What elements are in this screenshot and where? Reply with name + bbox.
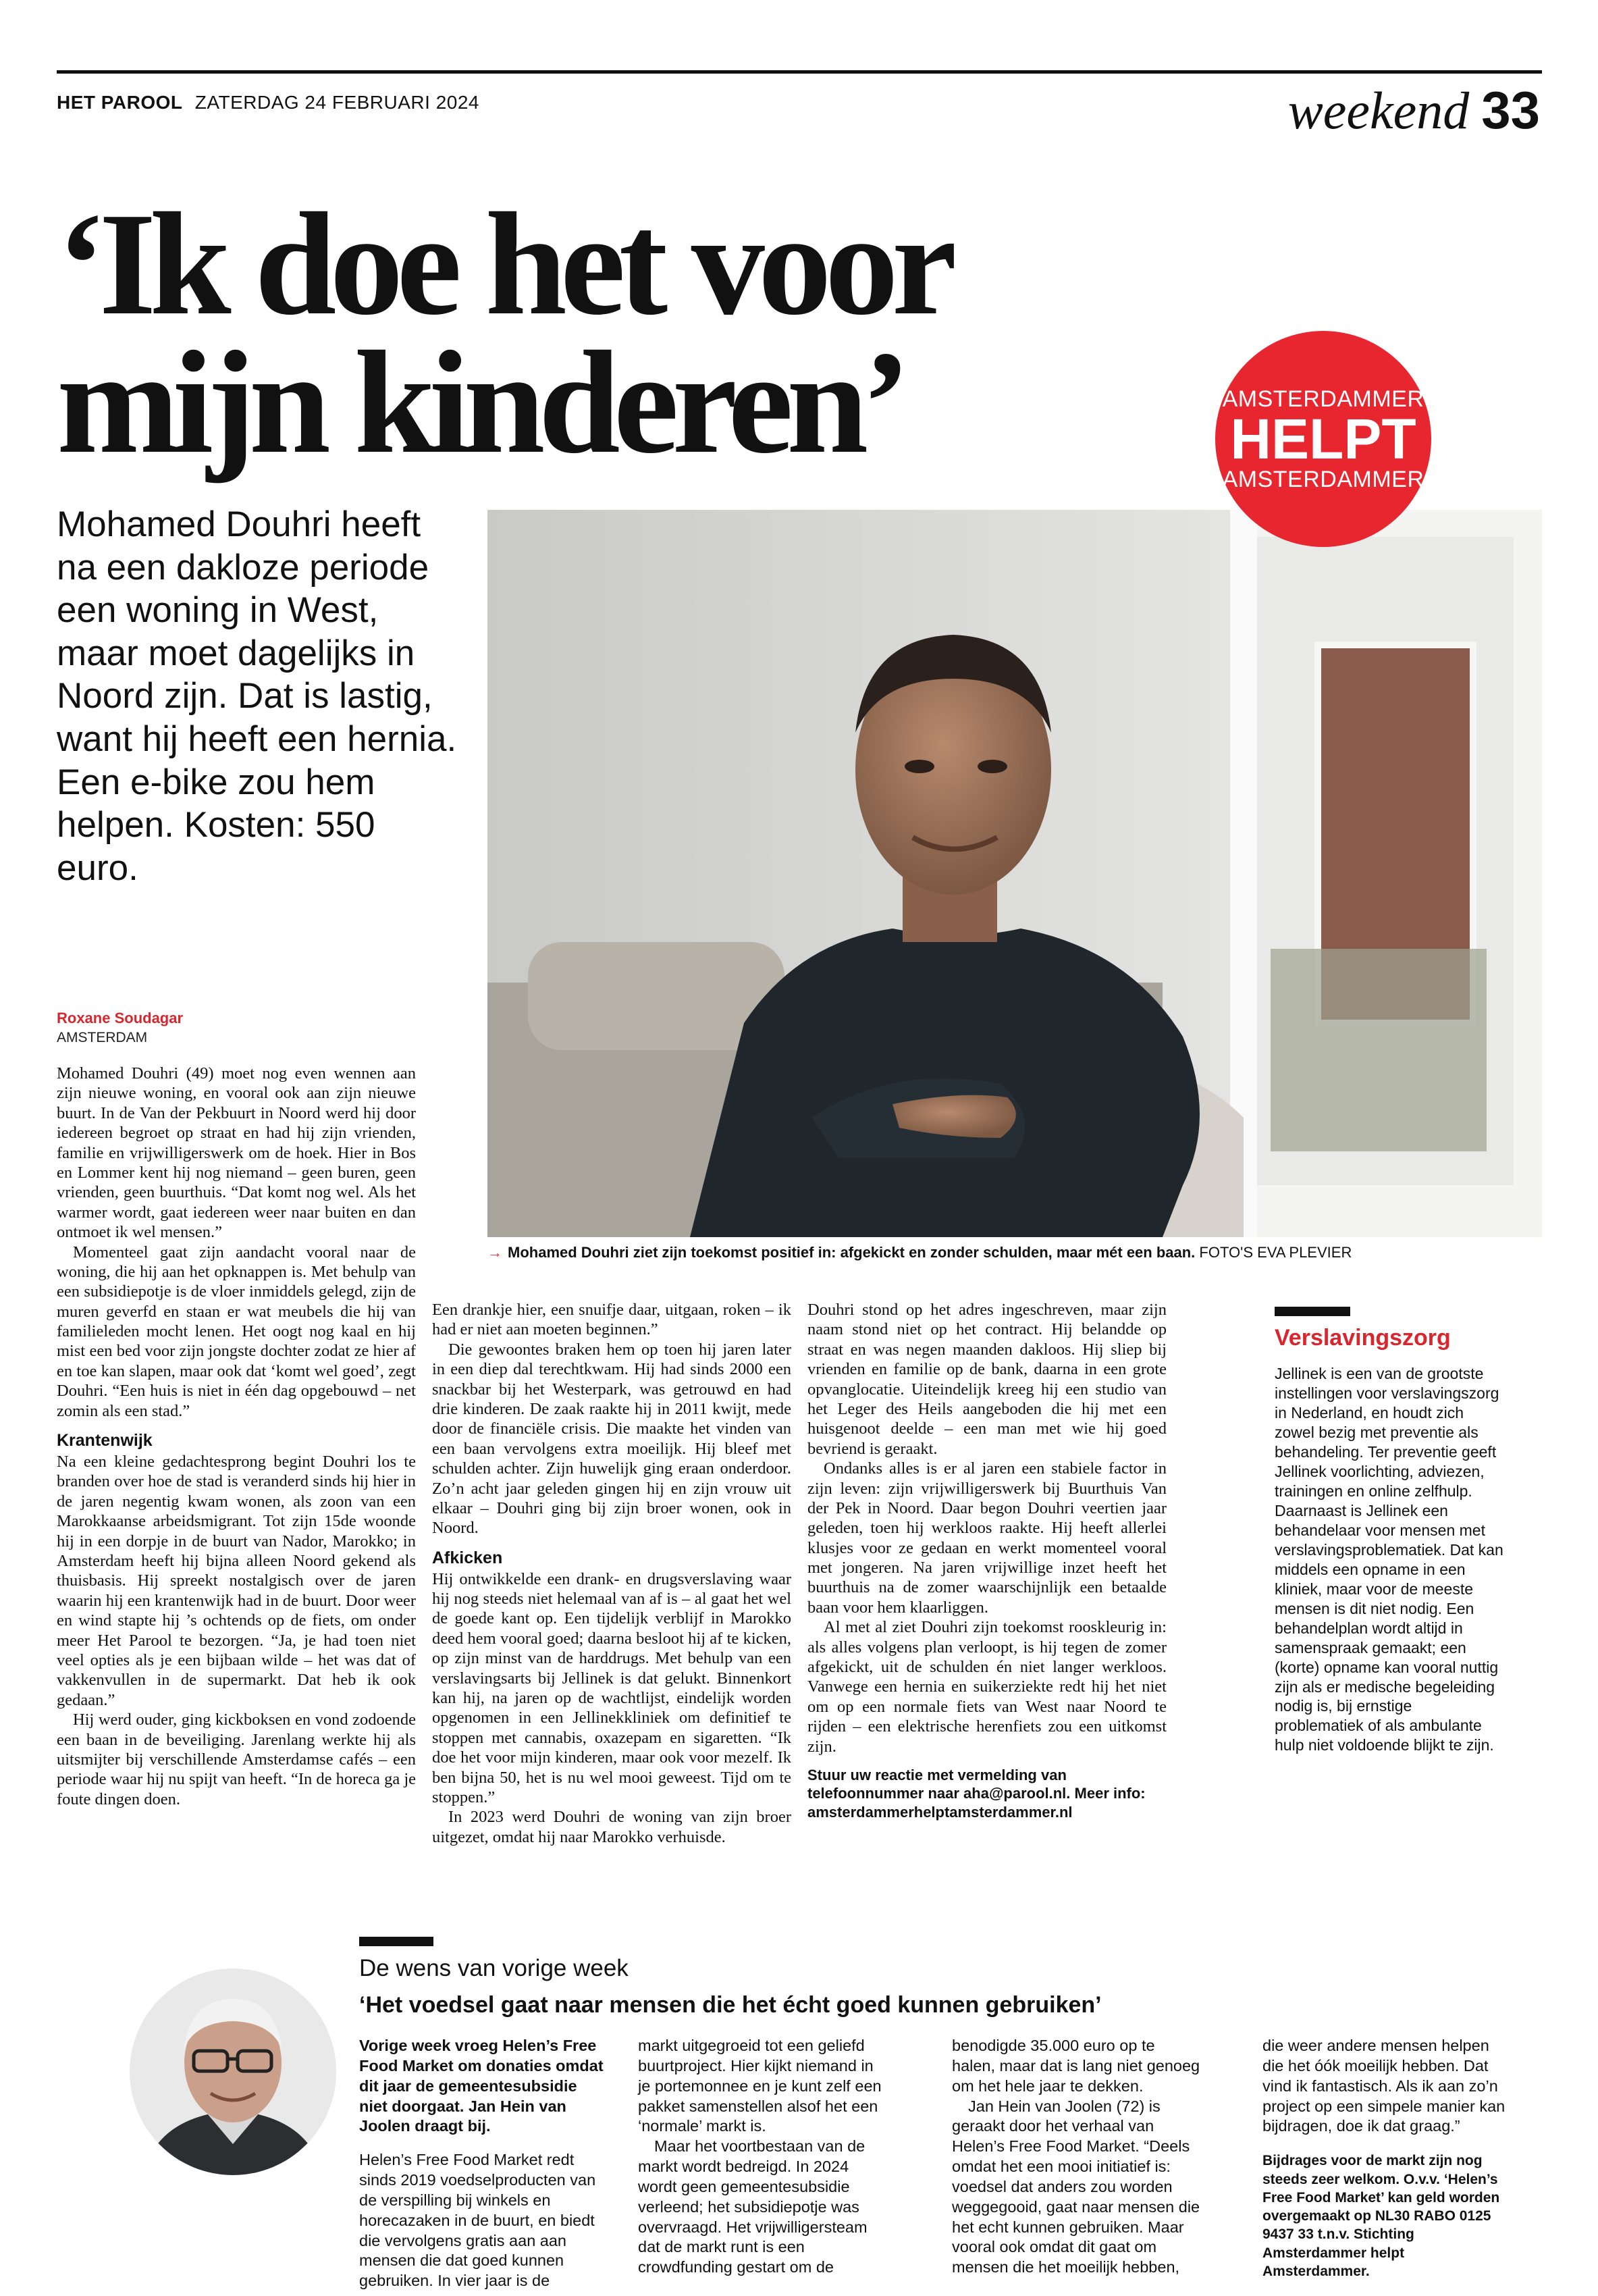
issue-date: ZATERDAG 24 FEBRUARI 2024 <box>194 92 479 113</box>
page-number: 33 <box>1481 80 1540 140</box>
paragraph: Maar het voortbestaan van de markt wordt bedreigd. In 2024 wordt geen gemeentesubsidie verleend; het subsidiepotje was overvraagd. Het vrijwilligersteam dat de markt runt is een crowdfunding gestart om de <box>638 2137 868 2276</box>
headline-line-1: ‘Ik doe het voor <box>57 183 951 346</box>
badge-line-3: AMSTERDAMMER <box>1222 466 1424 492</box>
section-name: weekend <box>1287 81 1470 140</box>
section-header <box>1288 80 1540 141</box>
wens-kicker: De wens van vorige week <box>359 1955 629 1981</box>
photo-caption <box>487 1244 1542 1261</box>
portrait-photo <box>487 510 1542 1237</box>
wens-title: ‘Het voedsel gaat naar mensen die het écht goed kunnen gebruiken’ <box>359 1992 1102 2018</box>
wens-column-2 <box>638 2036 888 2278</box>
wens-intro: Vorige week vroeg Helen’s Free Food Market om donaties omdat dit jaar de gemeentesubsidie niet doorgaat. Jan Hein van Joolen draagt bij. <box>359 2037 604 2135</box>
badge-line-1: AMSTERDAMMER <box>1222 386 1424 412</box>
paragraph: Douhri stond op het adres ingeschreven, maar zijn naam stond niet op het contract. Hij belandde op straat en was negen maanden dakloos. Hij sliep bij vrienden en familie op de bank, daarna in een grote opvanglocatie. Uiteindelijk kreeg hij een studio van het Leger des Heils aangeboden die hij met een huisgenoot deelde – een man met wie hij goed bevriend is geraakt. <box>807 1301 1167 1458</box>
paragraph: Ondanks alles is er al jaren een stabiele factor in zijn leven: zijn vrijwilligerswerk bij Buurthuis Van der Pek in Noord. Daar begon Douhri veertien jaar geleden, toen hij werkloos raakte. Hij heeft allerlei klusjes voor ze gedaan en werkt momenteel vooral met jongeren. Na jaren vrijwillige inzet heeft het buurthuis na de zomer waarschijnlijk een betaalde baan voor hem klaarliggen. <box>807 1459 1167 1617</box>
author-name: Roxane Soudagar <box>57 1010 184 1026</box>
badge-line-2: HELPT <box>1230 407 1416 471</box>
paragraph: Hij werd ouder, ging kickboksen en vond zodoende een baan in de beveiliging. Jarenlang werkte hij als uitsmijter bij verschillende Amsterdamse cafés – een periode waar hij nu spijt van heeft. “In de horeca ga je foute dingen doen. <box>57 1711 416 1808</box>
lead-paragraph: Mohamed Douhri heeft na een dakloze periode een woning in West, maar moet dagelijks in Noord zijn. Dat is lastig, want hij heeft een hernia. Een e-bike zou hem helpen. Kosten: 550 euro. <box>57 504 457 888</box>
caption-text: Mohamed Douhri ziet zijn toekomst positief in: afgekickt en zonder schulden, maar mét een baan. <box>508 1244 1196 1261</box>
article-column-2 <box>432 1300 791 1847</box>
paragraph: benodigde 35.000 euro op te halen, maar dat is lang niet genoeg om het hele jaar te dekken. <box>952 2037 1200 2095</box>
photo-illustration <box>487 510 1542 1237</box>
paragraph: Jan Hein van Joolen (72) is geraakt door het verhaal van Helen’s Free Food Market. “Deels omdat het een mooi initiatief is: voedsel dat anders zou worden weggegooid, gaat naar mensen die het echt kunnen gebruiken. Maar vooral ook omdat dit gaat om mensen die het moeilijk hebben, <box>952 2097 1200 2276</box>
paragraph: Die gewoontes braken hem op toen hij jaren later in een diep dal terechtkwam. Hij had sinds 2000 een snackbar bij het Westerpark, was getrouwd en had drie kinderen. De zaak raakte hij in 2011 kwijt, mede door de financiële crisis. Die maakte het vinden van een baan vervolgens extra moeilijk. Hij bleef met schulden achter. Zijn huwelijk ging eraan onderdoor. Zo’n acht jaar geleden gingen hij en zijn vrouw uit elkaar – Douhri ging bij zijn broer wonen, ook in Noord. <box>432 1340 791 1538</box>
masthead <box>57 92 479 113</box>
sidebar-text: Jellinek is een van de grootste instellingen voor verslavingszorg in Nederland, en houdt zich zowel bezig met preventie als behandeling. Ter preventie geeft Jellinek voorlichting, adviezen, trainingen en online zelfhulp. Daarnaast is Jellinek een behandelaar voor mensen met verslavingsproblematiek. Dat kan middels een opname in een kliniek, maar voor de meeste mensen is dit niet nodig. Een behandelplan wordt altijd in samenspraak gemaakt; een (korte) opname kan vooral nuttig zijn als er medische begeleiding nodig is, bij ernstige problematiek of als ambulante hulp niet voldoende blijkt te zijn. <box>1275 1365 1503 1754</box>
paragraph: In 2023 werd Douhri de woning van zijn broer uitgezet, omdat hij naar Marokko verhuisde. <box>432 1808 791 1846</box>
paper-name: HET PAROOL <box>57 92 183 113</box>
article-column-1 <box>57 1064 416 1809</box>
byline <box>57 1010 183 1046</box>
paragraph: Helen’s Free Food Market redt sinds 2019 voedselproducten van de verspilling bij winkels en horecazaken in de buurt, en biedt die vervolgens gratis aan aan mensen die dat goed kunnen gebruiken. In vier jaar is de <box>359 2151 596 2290</box>
portrait-illustration <box>130 1968 336 2175</box>
paragraph: Mohamed Douhri (49) moet nog even wennen aan zijn nieuwe woning, en vooral ook aan zijn nieuwe buurt. In de Van der Pekbuurt in Noord werd hij door iedereen begroet op straat en had hij zijn vrienden, familie en vrijwilligerswerk om de hoek. Hier in Bos en Lommer kent hij nog niemand – geen buren, geen vrienden, geen buurthuis. “Dat komt nog wel. Als het warmer wordt, gaat iedereen weer naar buiten en dan ontmoet ik wel mensen.” <box>57 1064 416 1242</box>
wens-column-3 <box>952 2036 1202 2278</box>
wens-column-1 <box>359 2036 609 2291</box>
top-rule <box>57 70 1542 74</box>
paragraph: Na een kleine gedachtesprong begint Douhri los te branden over hoe de stad is veranderd sinds hij hier in de jaren negentig kwam wonen, als zoon van een Marokkaanse arbeidsmigrant. Tot zijn 15de woonde hij in een dorpje in de buurt van Nador, Marokko; in Amsterdam heeft hij bijna alleen Noord gekend als thuisbasis. Hij spreekt nostalgisch over de jaren waarin hij een krantenwijk had in de buurt. Door weer en wind stapte hij ’s ochtends op de fiets, om onder meer Het Parool te bezorgen. “Ja, je had toen niet veel opties als je een bijbaan wilde – het was dat of vakkenvullen in de supermarkt. Dat heb ik ook gedaan.” <box>57 1453 417 1709</box>
wens-portrait <box>130 1968 336 2175</box>
dateline: AMSTERDAM <box>57 1030 148 1045</box>
wens-rule <box>359 1937 433 1946</box>
paragraph: die weer andere mensen helpen die het óók moeilijk hebben. Dat vind ik fantastisch. Als ik aan zo’n project op een simpele manier kan bijdragen, doe ik dat graag.” <box>1262 2037 1506 2135</box>
paragraph: Al met al ziet Douhri zijn toekomst rooskleurig in: als alles volgens plan verloopt, is hij tegen de zomer afgekickt, uit de schulden én niet langer werkloos. Vanwege een hernia en suikerziekte redt hij het niet om op een normale fiets van West naar Noord te rijden – een elektrische herenfiets zou een uitkomst zijn. <box>807 1618 1167 1756</box>
subheading: Afkicken <box>432 1548 503 1567</box>
arrow-icon: → <box>487 1244 502 1261</box>
paragraph: Momenteel gaat zijn aandacht vooral naar de woning, die hij aan het opknappen is. Met behulp van een subsidiepotje is de vloer inmiddels gelegd, zijn de muren geverfd en staan er wat meubels die hij van familieleden mocht lenen. Het oogt nog kaal en hij mist een bed voor zijn jongste dochter zodat ze hier af en toe kan slapen, maar ook dat ‘komt wel goed’, zegt Douhri. “Een huis is niet in één dag opgebouwd – net zomin als een stad.” <box>57 1243 416 1420</box>
campaign-badge <box>1215 331 1431 547</box>
paragraph: markt uitgegroeid tot een geliefd buurtproject. Hier kijkt niemand in je portemonnee en je kunt zelf een pakket samenstellen alsof het een ‘normale’ markt is. <box>638 2037 882 2135</box>
donation-info: Bijdrages voor de markt zijn nog steeds zeer welkom. O.v.v. ‘Helen’s Free Food Market’ kan geld worden overgemaakt op NL30 RABO 0125 9437 33 t.n.v. Stichting Amsterdammer helpt Amsterdammer. <box>1262 2153 1500 2279</box>
sidebar-title: Verslavingszorg <box>1275 1325 1451 1351</box>
paragraph: Hij ontwikkelde een drank- en drugsverslaving waar hij nog steeds niet helemaal van af is – al gaat het wel de goede kant op. Een tijdelijk verblijf in Marokko deed hem vooral goed; daarna besloot hij af te kicken, op zijn minst van de harddrugs. Met behulp van een verslavingsarts bij Jellinek is dat gelukt. Binnenkort kan hij, na jaren op de wachtlijst, eindelijk worden opgenomen in een Jellinekkliniek om definitief te stoppen met cannabis, oxazepam en sigaretten. “Ik doe het voor mijn kinderen, maar ook voor mezelf. Ik ben bijna 50, het is nu wel mooi geweest. Tijd om te stoppen.” <box>432 1569 791 1806</box>
wens-column-4 <box>1262 2036 1512 2280</box>
headline-line-2: mijn kinderen’ <box>57 321 904 484</box>
paragraph: Een drankje hier, een snuifje daar, uitgaan, roken – ik had er niet aan moeten beginnen.” <box>432 1301 791 1339</box>
article-column-3 <box>807 1300 1167 1821</box>
headline <box>57 183 1204 484</box>
sidebar-rule <box>1275 1307 1350 1316</box>
photo-credit: FOTO'S EVA PLEVIER <box>1199 1244 1352 1261</box>
subheading: Krantenwijk <box>57 1431 153 1451</box>
contact-info: Stuur uw reactie met vermelding van telefoonnummer naar aha@parool.nl. Meer info: amsterdammerhelptamsterdammer.nl <box>807 1766 1146 1821</box>
